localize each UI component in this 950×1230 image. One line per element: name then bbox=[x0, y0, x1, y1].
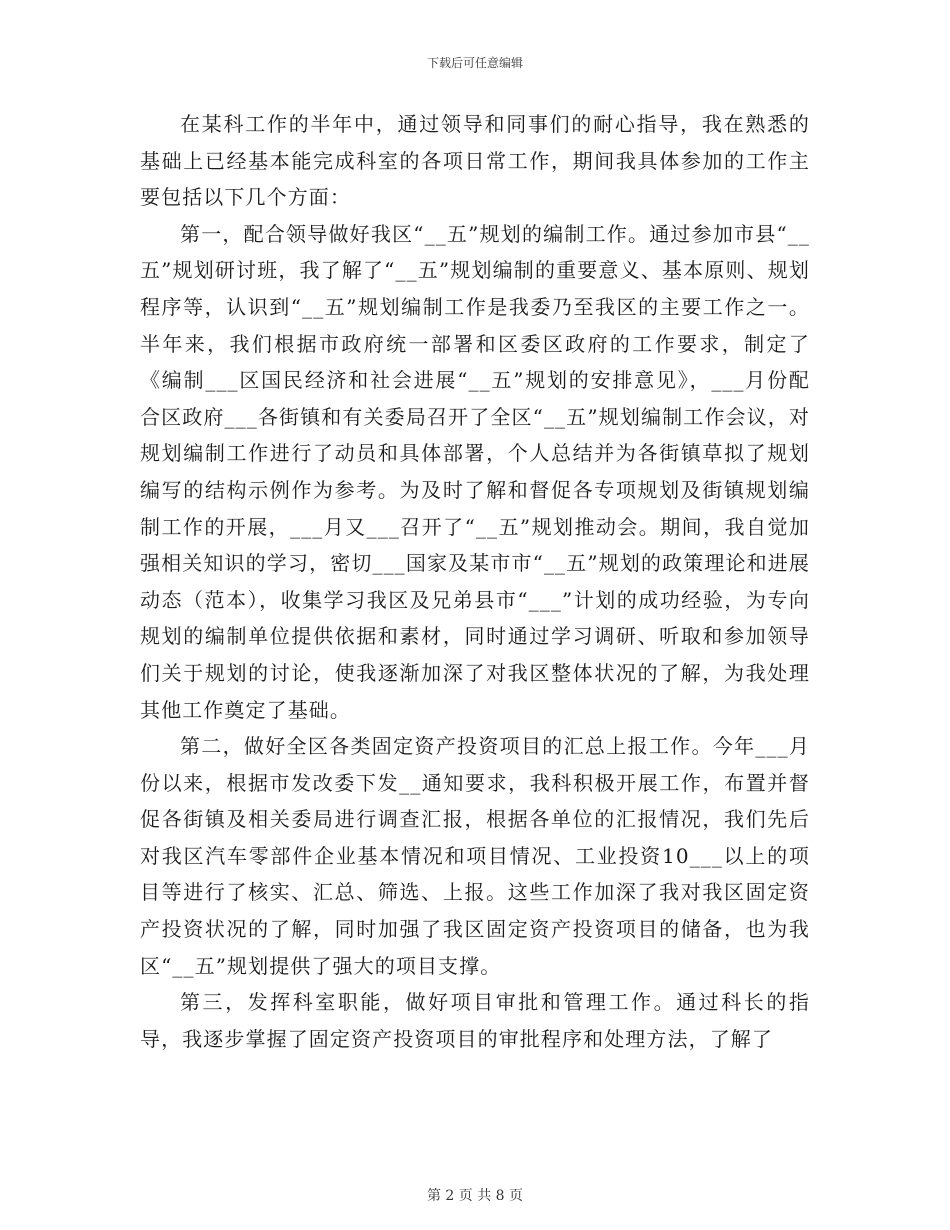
paragraph-intro: 在某科工作的半年中，通过领导和同事们的耐心指导，我在熟悉的基础上已经基本能完成科室的各项日常工作，期间我具体参加的工作主要包括以下几个方面： bbox=[140, 112, 810, 210]
page-number-footer: 第 2 页 共 8 页 bbox=[426, 1188, 524, 1204]
paragraph-third: 第三，发挥科室职能，做好项目审批和管理工作。通过科长的指导，我逐步掌握了固定资产投资项目的审批程序和处理方法，了解了 bbox=[140, 990, 810, 1051]
document-body bbox=[140, 106, 810, 1057]
page-header: 下载后可任意编辑 bbox=[426, 56, 523, 70]
paragraph-first: 第一，配合领导做好我区“__五”规划的编制工作。通过参加市县“__五”规划研讨班，我了解了“__五”规划编制的重要意义、基本原则、规划程序等，认识到“__五”规划编制工作是我委乃至我区的主要工作之一。半年来，我们根据市政府统一部署和区委区政府的工作要求，制定了《编制___区国民经济和社会进展“__五”规划的安排意见》，___月份配合区政府___各街镇和有关委局召开了全区“__五”规划编制工作会议，对规划编制工作进行了动员和具体部署，个人总结并为各街镇草拟了规划编写的结构示例作为参考。为及时了解和督促各专项规划及街镇规划编制工作的开展，___月又___召开了“__五”规划推动会。期间，我自觉加强相关知识的学习，密切___国家及某市市“__五”规划的政策理论和进展动态（范本），收集学习我区及兄弟县市“___”计划的成功经验，为专向规划的编制单位提供依据和素材，同时通过学习调研、听取和参加领导们关于规划的讨论，使我逐渐加深了对我区整体状况的了解，为我处理其他工作奠定了基础。 bbox=[140, 221, 810, 722]
paragraph-second: 第二，做好全区各类固定资产投资项目的汇总上报工作。今年___月份以来，根据市发改委下发__通知要求，我科积极开展工作，布置并督促各街镇及相关委局进行调查汇报，根据各单位的汇报情况，我们先后对我区汽车零部件企业基本情况和项目情况、工业投资10___以上的项目等进行了核实、汇总、筛选、上报。这些工作加深了我对我区固定资产投资状况的了解，同时加强了我区固定资产投资项目的储备，也为我区“__五”规划提供了强大的项目支撑。 bbox=[140, 734, 810, 978]
